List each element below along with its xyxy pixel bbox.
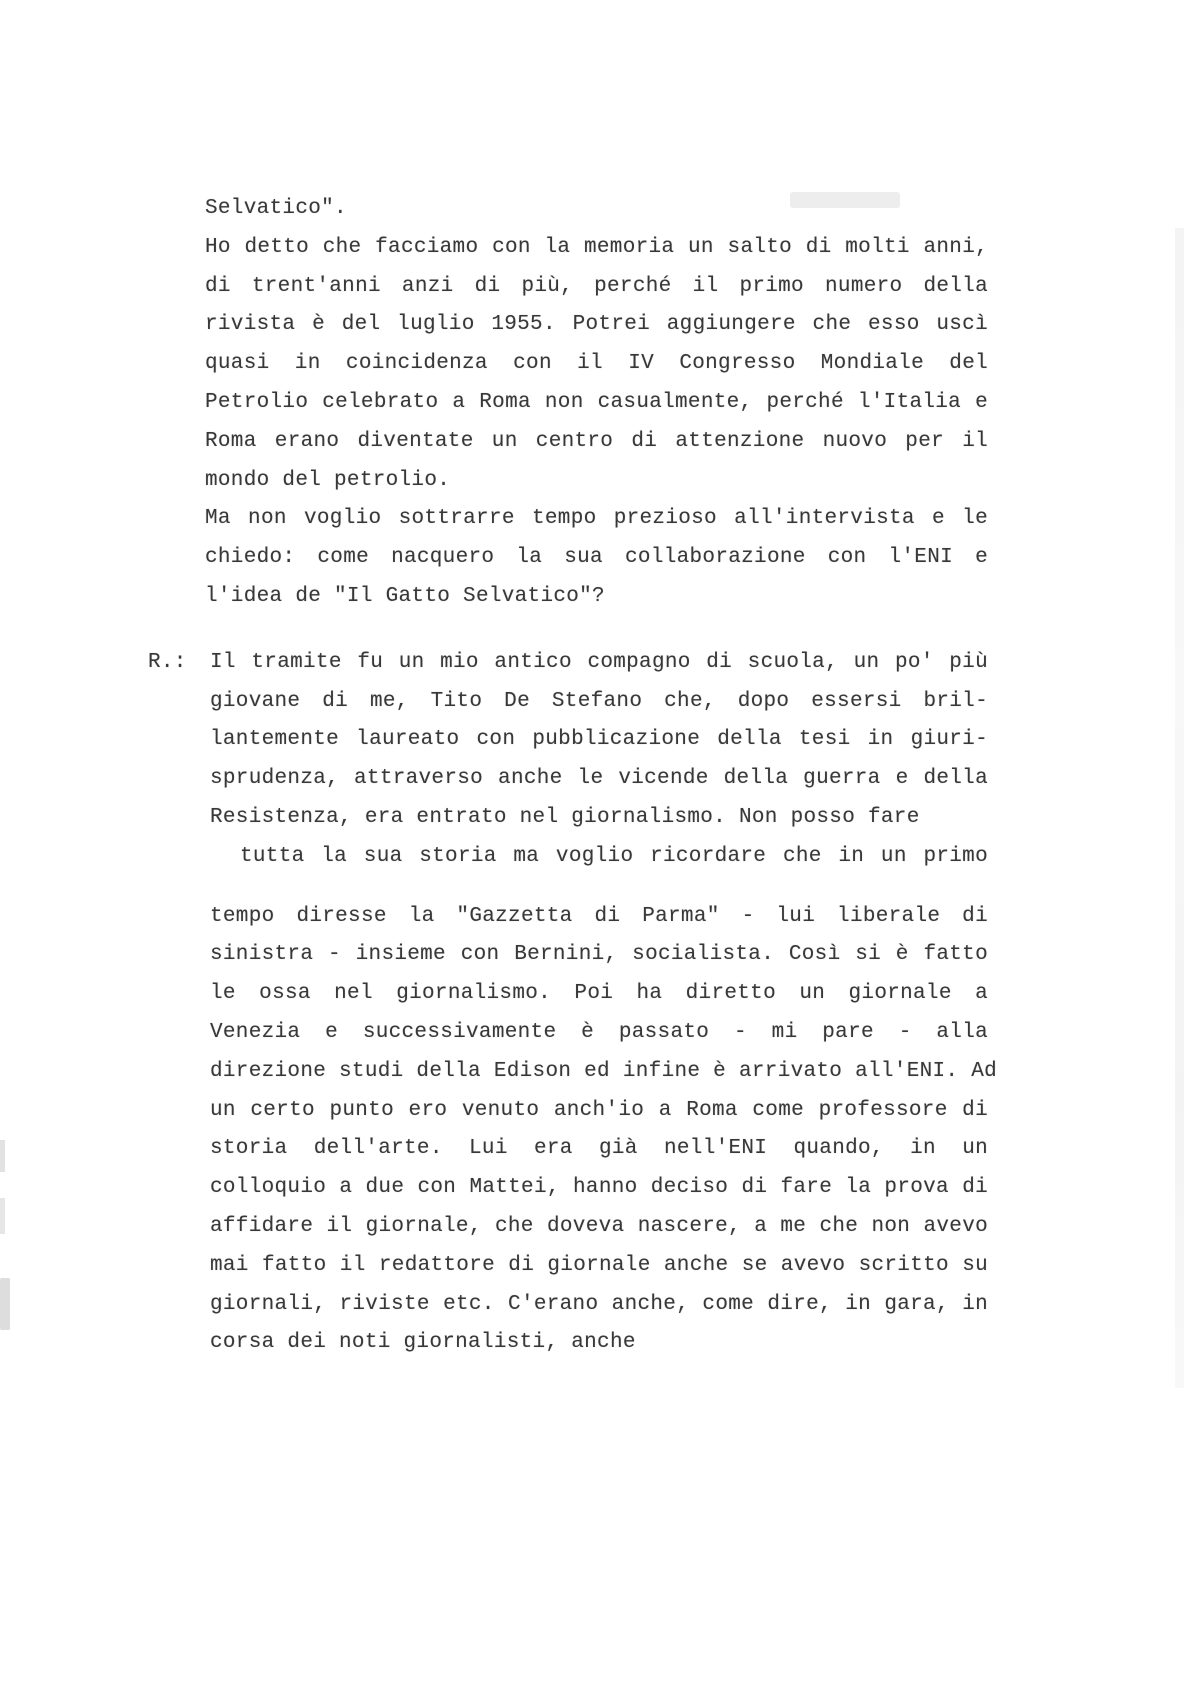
text-line: tutta la sua storia ma voglio ricordare che in un primo — [240, 844, 988, 868]
typewritten-text — [148, 190, 998, 1363]
text-line: lantemente laureato con pubblicazione della tesi in giuri- — [210, 728, 988, 752]
text-line: le ossa nel giornalismo. Poi ha diretto un giornale a — [210, 982, 988, 1006]
interviewer-question-block — [205, 190, 988, 617]
text-line: Ho detto che facciamo con la memoria un salto di molti anni, — [205, 235, 988, 259]
text-line: mondo del petrolio. — [205, 468, 451, 492]
text-line: giovane di me, Tito De Stefano che, dopo essersi bril- — [210, 689, 988, 713]
text-line: Resistenza, era entrato nel giornalismo. Non posso fare — [210, 805, 920, 829]
scan-mark — [0, 1198, 5, 1234]
scan-streak — [1175, 228, 1184, 1388]
answer-text-block — [210, 644, 998, 1363]
text-line: quasi in coincidenza con il IV Congresso Mondiale del — [205, 352, 988, 376]
text-line: chiedo: come nacquero la sua collaborazione con l'ENI e — [205, 546, 988, 570]
text-line: l'idea de "Il Gatto Selvatico"? — [205, 584, 605, 608]
text-line: direzione studi della Edison ed infine è arrivato all'ENI. Ad — [210, 1059, 998, 1083]
text-line: sprudenza, attraverso anche le vicende della guerra e della — [210, 767, 988, 791]
text-line: un certo punto ero venuto anch'io a Roma come professore di — [210, 1098, 988, 1122]
text-line: giornali, riviste etc. C'erano anche, come dire, in gara, in — [210, 1292, 988, 1316]
text-line: corsa dei noti giornalisti, anche — [210, 1331, 636, 1355]
scan-mark — [0, 1278, 10, 1330]
text-line: Roma erano diventate un centro di attenzione nuovo per il — [205, 429, 988, 453]
text-line: storia dell'arte. Lui era già nell'ENI quando, in un — [210, 1137, 988, 1161]
scan-mark — [0, 1140, 5, 1172]
text-line: Venezia e successivamente è passato - mi pare - alla — [210, 1020, 988, 1044]
text-line: sinistra - insieme con Bernini, socialista. Così si è fatto — [210, 943, 988, 967]
text-line: Il tramite fu un mio antico compagno di scuola, un po' più — [210, 650, 988, 674]
speaker-label: R.: — [148, 650, 187, 674]
text-line: colloquio a due con Mattei, hanno deciso di fare la prova di — [210, 1176, 988, 1200]
text-line: Selvatico". — [205, 197, 347, 220]
text-line: tempo diresse la "Gazzetta di Parma" - lui liberale di — [210, 904, 988, 928]
text-line: affidare il giornale, che doveva nascere, a me che non avevo — [210, 1214, 988, 1238]
text-line: rivista è del luglio 1955. Potrei aggiungere che esso uscì — [205, 313, 988, 337]
text-line: Ma non voglio sottrarre tempo prezioso all'intervista e le — [205, 507, 988, 531]
text-line: di trent'anni anzi di più, perché il primo numero della — [205, 274, 988, 298]
text-line: Petrolio celebrato a Roma non casualmente, perché l'Italia e — [205, 390, 988, 414]
text-line: mai fatto il redattore di giornale anche se avevo scritto su — [210, 1253, 988, 1277]
answer-block — [148, 644, 998, 1363]
